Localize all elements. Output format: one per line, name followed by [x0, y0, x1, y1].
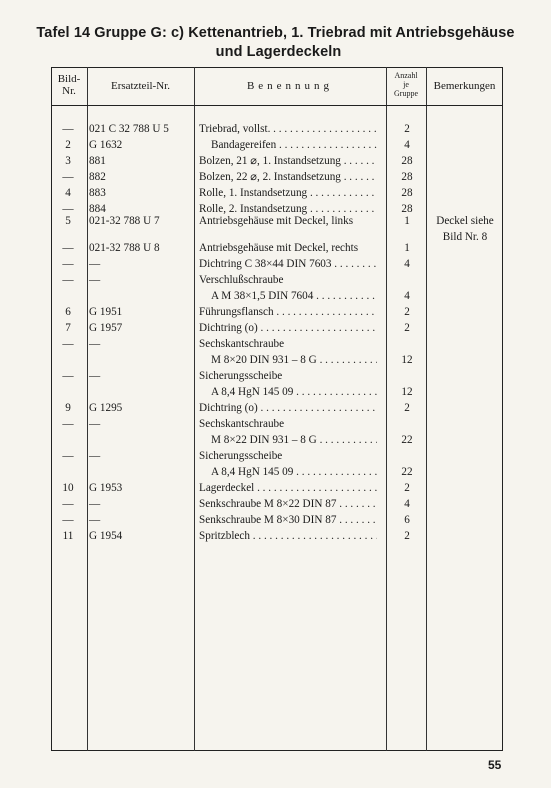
cell-bild: 5	[65, 215, 71, 227]
cell-anzahl: 2	[404, 322, 410, 334]
cell-ersatz: G 1953	[89, 482, 123, 494]
cell-bild: —	[62, 258, 74, 270]
cell-anzahl: 28	[401, 203, 413, 215]
cell-bild: —	[62, 171, 74, 183]
cell-benennung: Verschlußschraube	[199, 274, 284, 286]
cell-benennung: Rolle, 2. Instandsetzung . . .	[199, 201, 377, 217]
cell-ersatz: G 1295	[89, 402, 123, 414]
title-line-2: und Lagerdeckeln	[215, 44, 342, 60]
cell-benennung: Sicherungsscheibe	[199, 450, 283, 462]
table-row	[0, 512, 551, 528]
table-row	[0, 336, 551, 352]
table-row	[0, 400, 551, 416]
table-row	[0, 121, 551, 137]
header-bild-nr	[51, 73, 87, 97]
table-row	[0, 432, 551, 448]
table-row	[0, 416, 551, 432]
cell-ersatz: G 1951	[89, 306, 123, 318]
table-row	[0, 496, 551, 512]
table-row	[0, 528, 551, 544]
cell-anzahl: 2	[404, 530, 410, 542]
cell-ersatz: —	[89, 514, 101, 526]
table-row	[0, 185, 551, 201]
table-row	[0, 448, 551, 464]
cell-anzahl: 4	[404, 498, 410, 510]
cell-benennung: Senkschraube M 8×30 DIN 87 . . .	[199, 512, 377, 528]
cell-benennung: A 8,4 HgN 145 09 . . .	[199, 384, 377, 400]
table-row	[0, 240, 551, 256]
cell-anzahl: 22	[401, 434, 413, 446]
header-anzahl-line1: Anzahl	[394, 71, 418, 80]
cell-ersatz: —	[89, 370, 101, 382]
cell-ersatz: 021-32 788 U 7	[89, 215, 160, 227]
table-row	[0, 464, 551, 480]
table-row	[0, 320, 551, 336]
header-bemerkungen: Bemerkungen	[433, 80, 496, 92]
cell-bild: —	[62, 274, 74, 286]
cell-ersatz: —	[89, 450, 101, 462]
cell-ersatz: 883	[89, 187, 106, 199]
cell-anzahl: 12	[401, 354, 413, 366]
cell-benennung: Triebrad, vollst. . . .	[199, 121, 377, 137]
cell-ersatz: 021-32 788 U 8	[89, 242, 160, 254]
header-benennung: Benennung	[246, 80, 334, 92]
page-number: 55	[488, 758, 502, 772]
cell-anzahl: 28	[401, 187, 413, 199]
header-ersatzteil-nr: Ersatzteil-Nr.	[111, 80, 170, 92]
cell-anzahl: 4	[404, 258, 410, 270]
table-row	[0, 384, 551, 400]
cell-anzahl: 22	[401, 466, 413, 478]
cell-bild: —	[62, 514, 74, 526]
cell-bild: —	[62, 450, 74, 462]
cell-anzahl: 4	[404, 290, 410, 302]
cell-ersatz: G 1632	[89, 139, 123, 151]
table-row	[0, 352, 551, 368]
cell-benennung: Dichtring C 38×44 DIN 7603 . . .	[199, 256, 377, 272]
cell-bild: 9	[65, 402, 71, 414]
cell-ersatz: G 1954	[89, 530, 123, 542]
cell-bild: —	[62, 418, 74, 430]
table-row	[0, 304, 551, 320]
table-row	[0, 480, 551, 496]
table-row	[0, 256, 551, 272]
cell-benennung: Bolzen, 21 ⌀, 1. Instandsetzung . . .	[199, 153, 377, 169]
header-bild-line2: Nr.	[62, 85, 76, 97]
cell-benennung: Sechskantschraube	[199, 338, 285, 350]
cell-bild: 2	[65, 139, 71, 151]
cell-bild: 10	[62, 482, 74, 494]
cell-bild: 11	[62, 530, 74, 542]
table-row	[0, 169, 551, 185]
cell-benennung: A 8,4 HgN 145 09 . . .	[199, 464, 377, 480]
cell-benennung: Senkschraube M 8×22 DIN 87 . . .	[199, 496, 377, 512]
header-divider	[51, 105, 503, 106]
cell-ersatz: —	[89, 274, 101, 286]
table-row	[0, 153, 551, 169]
table-row	[0, 368, 551, 384]
cell-ersatz: —	[89, 258, 101, 270]
cell-bild: —	[62, 338, 74, 350]
cell-bild: —	[62, 498, 74, 510]
cell-bem: Deckel siehe	[436, 215, 494, 227]
cell-anzahl: 2	[404, 402, 410, 414]
cell-anzahl: 2	[404, 482, 410, 494]
cell-benennung: Antriebsgehäuse mit Deckel, links	[199, 215, 354, 227]
cell-bild: 7	[65, 322, 71, 334]
header-anzahl	[386, 71, 426, 98]
header-anzahl-line2: je	[403, 80, 409, 89]
cell-anzahl: 4	[404, 139, 410, 151]
cell-anzahl: 6	[404, 514, 410, 526]
cell-bild: —	[62, 242, 74, 254]
cell-anzahl: 28	[401, 155, 413, 167]
cell-anzahl: 1	[404, 215, 410, 227]
cell-bild: —	[62, 203, 74, 215]
cell-ersatz: G 1957	[89, 322, 123, 334]
cell-ersatz: 881	[89, 155, 106, 167]
cell-benennung: Sechskantschraube	[199, 418, 285, 430]
cell-benennung: Sicherungsscheibe	[199, 370, 283, 382]
cell-bem: Bild Nr. 8	[442, 231, 488, 243]
header-bild-line1: Bild-	[57, 73, 81, 85]
cell-benennung: Führungsflansch . . .	[199, 304, 377, 320]
cell-bild: —	[62, 123, 74, 135]
title-line-1: Tafel 14 Gruppe G: c) Kettenantrieb, 1. Triebrad mit Antriebsgehäuse	[36, 25, 515, 41]
cell-anzahl: 2	[404, 306, 410, 318]
cell-benennung: A M 38×1,5 DIN 7604 . . .	[199, 288, 377, 304]
cell-benennung: M 8×20 DIN 931 – 8 G . . .	[199, 352, 377, 368]
table-row	[0, 272, 551, 288]
cell-anzahl: 2	[404, 123, 410, 135]
cell-benennung: Bolzen, 22 ⌀, 2. Instandsetzung . . .	[199, 169, 377, 185]
table-row	[0, 213, 551, 229]
table-row	[0, 137, 551, 153]
cell-benennung: Bandagereifen . . .	[199, 137, 377, 153]
cell-bild: 6	[65, 306, 71, 318]
cell-anzahl: 28	[401, 171, 413, 183]
cell-ersatz: —	[89, 498, 101, 510]
cell-anzahl: 1	[404, 242, 410, 254]
cell-bild: 3	[65, 155, 71, 167]
cell-benennung: Dichtring (o) . . .	[199, 320, 377, 336]
cell-ersatz: —	[89, 338, 101, 350]
cell-anzahl: 12	[401, 386, 413, 398]
cell-ersatz: —	[89, 418, 101, 430]
cell-benennung: M 8×22 DIN 931 – 8 G . . .	[199, 432, 377, 448]
cell-bild: 4	[65, 187, 71, 199]
cell-bild: —	[62, 370, 74, 382]
cell-benennung: Dichtring (o) . . .	[199, 400, 377, 416]
cell-ersatz: 021 C 32 788 U 5	[89, 123, 169, 135]
cell-ersatz: 882	[89, 171, 106, 183]
table-row	[0, 288, 551, 304]
cell-benennung: Antriebsgehäuse mit Deckel, rechts	[199, 242, 359, 254]
cell-ersatz: 884	[89, 203, 106, 215]
cell-benennung: Spritzblech . . .	[199, 528, 377, 544]
page-title	[0, 24, 551, 62]
cell-benennung: Rolle, 1. Instandsetzung . . .	[199, 185, 377, 201]
cell-benennung: Lagerdeckel . . .	[199, 480, 377, 496]
header-anzahl-line3: Gruppe	[394, 89, 418, 98]
